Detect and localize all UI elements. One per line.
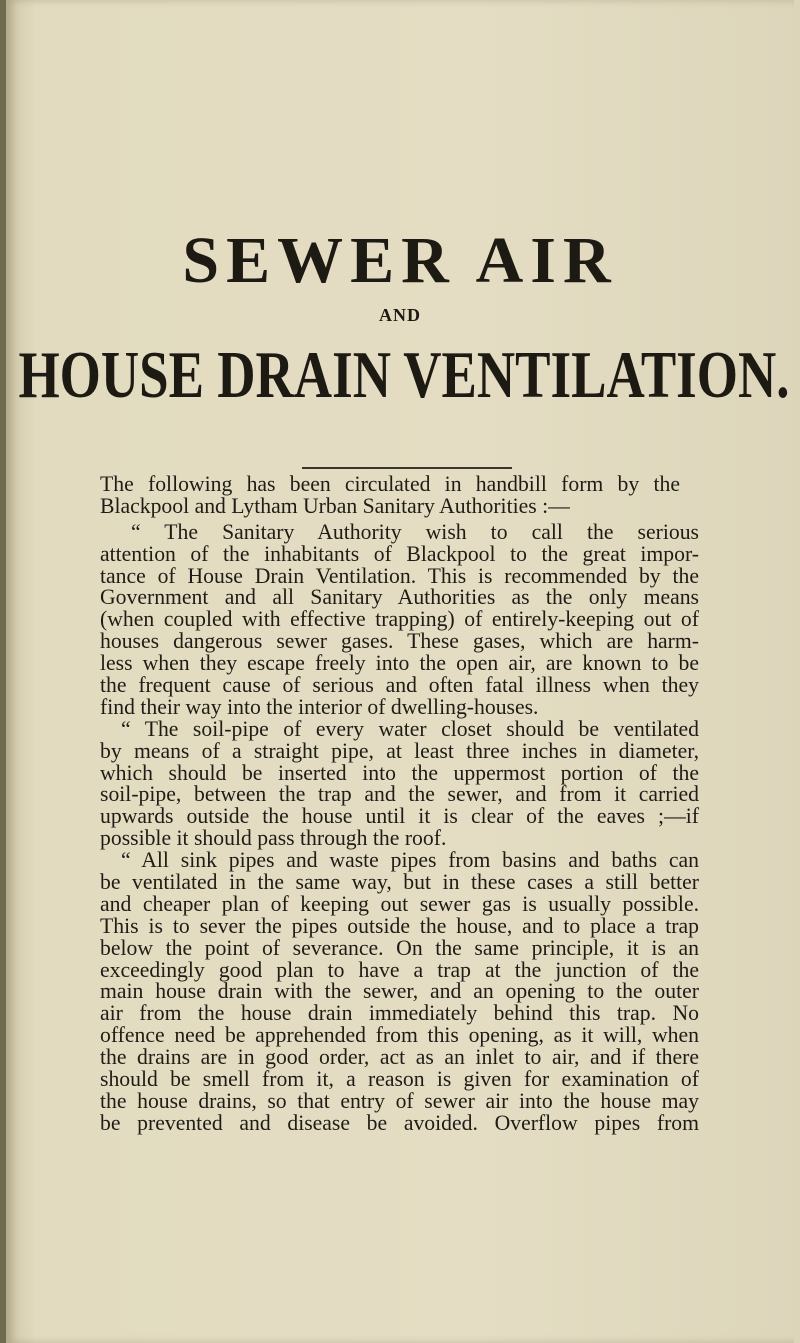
text-line: (when coupled with effective trapping) of entirely-keeping out of (100, 607, 699, 632)
text-line: upwards outside the house until it is clear of the eaves ;—if (100, 804, 699, 829)
body-text (100, 474, 800, 1135)
text-line: the frequent cause of serious and often fatal illness when they (100, 673, 699, 698)
page-edge (0, 0, 6, 1343)
text-line: the drains are in good order, act as an inlet to air, and if there (100, 1045, 699, 1070)
paragraph-3 (100, 850, 800, 1135)
intro-paragraph (100, 474, 800, 518)
text-line: find their way into the interior of dwelling-houses. (100, 694, 539, 719)
text-line: less when they escape freely into the open air, are known to be (100, 651, 699, 676)
text-line: possible it should pass through the roof. (100, 826, 447, 851)
text-line: below the point of severance. On the same principle, it is an (100, 935, 699, 960)
text-line: main house drain with the sewer, and an opening to the outer (100, 979, 699, 1004)
page-subtitle: HOUSE DRAIN VENTILATION. (18, 339, 790, 412)
text-line: attention of the inhabitants of Blackpool to the great impor- (100, 541, 699, 566)
page-title: SEWER AIR (182, 224, 618, 297)
text-line: exceedingly good plan to have a trap at the junction of the (100, 957, 699, 982)
text-line: by means of a straight pipe, at least three inches in diameter, (100, 738, 699, 763)
title-conjunction: AND (379, 305, 421, 325)
text-line: which should be inserted into the uppermost portion of the (100, 760, 699, 785)
text-line: air from the house drain immediately behind this trap. No (100, 1001, 699, 1026)
text-line: and cheaper plan of keeping out sewer gas is usually possible. (100, 891, 699, 916)
text-line: Government and all Sanitary Authorities as the only means (100, 585, 699, 610)
text-line: soil-pipe, between the trap and the sewer, and from it carried (100, 782, 699, 807)
paragraph-2 (100, 716, 800, 851)
text-line: should be smell from it, a reason is given for examination of (100, 1067, 699, 1092)
text-line: The following has been circulated in handbill form by the (100, 472, 680, 496)
text-line: be ventilated in the same way, but in these cases a still better (100, 870, 699, 895)
text-line: houses dangerous sewer gases. These gases, which are harm- (100, 629, 699, 654)
text-line: This is to sever the pipes outside the house, and to place a trap (100, 913, 699, 938)
paragraph-1 (100, 519, 800, 719)
text-line: the house drains, so that entry of sewer air into the house may (100, 1088, 699, 1113)
text-line: be prevented and disease be avoided. Overflow pipes from (100, 1110, 699, 1135)
text-line: Blackpool and Lytham Urban Sanitary Authorities :— (100, 493, 570, 518)
text-line: “ The soil-pipe of every water closet should be ventilated (121, 716, 699, 741)
text-line: “ All sink pipes and waste pipes from basins and baths can (121, 848, 699, 873)
text-line: offence need be apprehended from this opening, as it will, when (100, 1023, 699, 1048)
text-line: tance of House Drain Ventilation. This is recommended by the (100, 563, 699, 588)
text-line: “ The Sanitary Authority wish to call the serious (131, 519, 699, 544)
title-divider (302, 467, 512, 469)
